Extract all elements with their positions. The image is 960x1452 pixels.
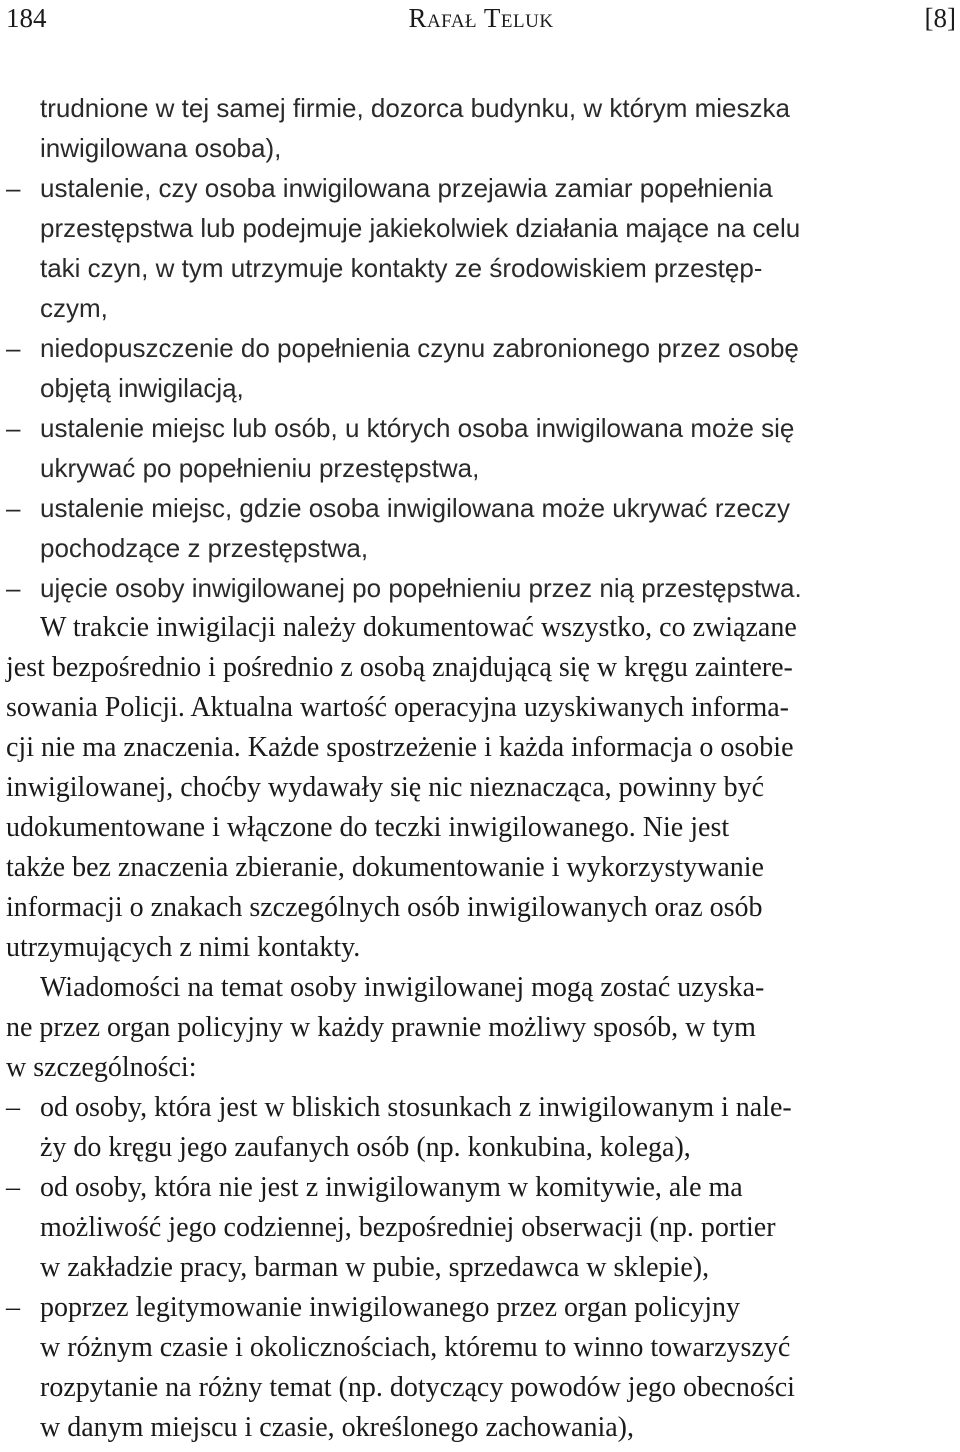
text-line: inwigilowana osoba), [40,133,282,163]
page-number: 184 [6,3,47,33]
text-line: utrzymujących z nimi kontakty. [6,932,361,963]
dash-bullet: – [6,1092,20,1123]
text-line: rozpytanie na różny temat (np. dotyczący powodów jego obecności [40,1372,795,1403]
page-body [6,88,956,1448]
dash-bullet: – [6,173,21,203]
section-marker: [8] [924,3,956,33]
text-line: w zakładzie pracy, barman w pubie, sprzedawca w sklepie), [40,1252,710,1283]
dash-bullet: – [6,413,21,443]
text-line: ukrywać po popełnieniu przestępstwa, [40,453,480,483]
text-line: od osoby, która jest w bliskich stosunkach z inwigilowanym i nale- [40,1092,792,1123]
text-line: inwigilowanej, choćby wydawały się nic nieznacząca, powinny być [6,772,765,803]
text-line: ujęcie osoby inwigilowanej po popełnieniu przez nią przestępstwa. [40,573,802,603]
dash-bullet: – [6,493,21,523]
running-header [6,0,956,40]
dash-bullet: – [6,573,21,603]
text-line: ustalenie miejsc, gdzie osoba inwigilowana może ukrywać rzeczy [40,493,791,523]
list-item [6,568,956,608]
text-line: ustalenie, czy osoba inwigilowana przejawia zamiar popełnienia [40,173,773,203]
text-line: cji nie ma znaczenia. Każde spostrzeżenie i każda informacja o osobie [6,732,794,763]
text-line: pochodzące z przestępstwa, [40,533,369,563]
paragraph [6,608,956,968]
list-item [6,1088,956,1168]
text-line: ne przez organ policyjny w każdy prawnie możliwy sposób, w tym [6,1012,756,1043]
text-line: sowania Policji. Aktualna wartość operacyjna uzyskiwanych informa- [6,692,789,723]
paragraph [6,968,956,1088]
list-item [6,328,956,408]
bullet-list-1 [6,88,956,608]
dash-bullet: – [6,333,21,363]
list-continuation [6,88,956,168]
text-line: w danym miejscu i czasie, określonego zachowania), [40,1412,635,1443]
list-item [6,408,956,488]
text-line: ustalenie miejsc lub osób, u których osoba inwigilowana może się [40,413,795,443]
text-line: czym, [40,293,108,323]
text-line: poprzez legitymowanie inwigilowanego przez organ policyjny [40,1292,741,1323]
text-line: od osoby, która nie jest z inwigilowanym w komitywie, ale ma [40,1172,743,1203]
list-item [6,168,956,328]
text-line: niedopuszczenie do popełnienia czynu zabronionego przez osobę [40,333,799,363]
text-line: trudnione w tej samej firmie, dozorca budynku, w którym mieszka [40,93,790,123]
text-line: udokumentowane i włączone do teczki inwigilowanego. Nie jest [6,812,730,843]
text-line: także bez znaczenia zbieranie, dokumentowanie i wykorzystywanie [6,852,764,883]
text-line: informacji o znakach szczególnych osób inwigilowanych oraz osób [6,892,763,923]
text-line: objętą inwigilacją, [40,373,244,403]
running-author: Rafał Teluk [408,3,554,33]
text-line: jest bezpośrednio i pośrednio z osobą znajdującą się w kręgu zaintere- [6,652,793,683]
dash-bullet: – [6,1292,20,1323]
list-item [6,1288,956,1448]
text-line: taki czyn, w tym utrzymuje kontakty ze środowiskiem przestęp- [40,253,763,283]
text-line: w szczególności: [6,1052,197,1083]
list-item [6,1168,956,1288]
text-line: W trakcie inwigilacji należy dokumentować wszystko, co związane [40,612,797,643]
text-line: możliwość jego codziennej, bezpośredniej obserwacji (np. portier [40,1212,776,1243]
bullet-list-2 [6,1088,956,1448]
text-line: w różnym czasie i okolicznościach, któremu to winno towarzyszyć [40,1332,791,1363]
text-line: ży do kręgu jego zaufanych osób (np. konkubina, kolega), [40,1132,691,1163]
list-item [6,488,956,568]
text-line: przestępstwa lub podejmuje jakiekolwiek działania mające na celu [40,213,801,243]
dash-bullet: – [6,1172,20,1203]
text-line: Wiadomości na temat osoby inwigilowanej mogą zostać uzyska- [40,972,765,1003]
